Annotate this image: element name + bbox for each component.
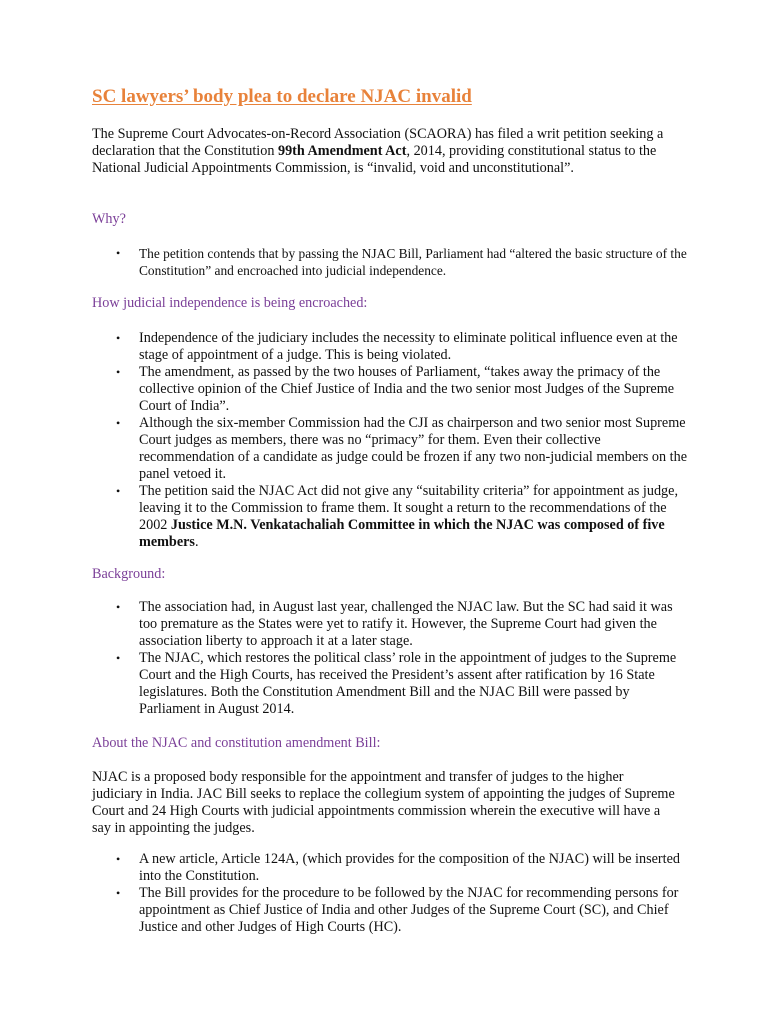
article-title: SC lawyers’ body plea to declare NJAC invalid xyxy=(92,86,472,107)
how-list xyxy=(92,330,692,551)
background-list xyxy=(92,599,692,718)
list-item-text: The NJAC, which restores the political class’ role in the appointment of judges to the Supreme Court and the High Courts, has received the President’s assent after ratification by 16 State legislatures. Both the Constitution Amendment Bill and the NJAC Bill were passed by Parliament in August 2014. xyxy=(139,650,677,717)
list-item xyxy=(92,885,692,936)
intro-text-end: , 2014, providing constitutional status to the National Judicial Appointments Commission, is “invalid, void and unconstitutional”. xyxy=(92,143,657,176)
bullet-icon: • xyxy=(116,331,121,345)
intro-paragraph xyxy=(92,126,676,177)
bullet-icon: • xyxy=(116,246,121,260)
list-item-bold-text: Justice M.N. Venkatachaliah Committee in which the NJAC was composed of five members xyxy=(139,517,665,550)
list-item-text-end: . xyxy=(194,534,199,550)
section-heading-background: Background: xyxy=(92,566,166,582)
bullet-icon: • xyxy=(116,852,121,866)
list-item-text: The Bill provides for the procedure to be followed by the NJAC for recommending persons for appointment as Chief Justice of India and other Judges of the Supreme Court (SC), and Chief Justice and other Judges of High Courts (HC). xyxy=(139,885,679,935)
list-item xyxy=(92,245,692,279)
list-item-text: The petition contends that by passing the NJAC Bill, Parliament had “altered the basic structure of the Constitution” and encroached into judicial independence. xyxy=(139,246,687,278)
bullet-icon: • xyxy=(116,886,121,900)
list-item xyxy=(92,483,692,551)
list-item-text: Independence of the judiciary includes the necessity to eliminate political influence even at the stage of appointment of a judge. This is being violated. xyxy=(139,330,678,363)
bullet-icon: • xyxy=(116,651,121,665)
list-item-text: Although the six-member Commission had the CJI as chairperson and two senior most Supreme Court judges as members, there was no “primacy” for them. Even their collective recommendation of a candidate as judge could be frozen if any two non-judicial members on the panel vetoed it. xyxy=(139,415,687,482)
about-paragraph: NJAC is a proposed body responsible for the appointment and transfer of judges to the higher judiciary in India. JAC Bill seeks to replace the collegium system of appointing the judges of Supreme Court and 24 High Courts with judicial appointments commission wherein the executive will have a say in appointing the judges. xyxy=(92,769,675,836)
list-item xyxy=(92,650,692,718)
why-list xyxy=(92,245,692,279)
list-item xyxy=(92,415,692,483)
list-item-text: The petition said the NJAC Act did not give any “suitability criteria” for appointment as judge, leaving it to the Commission to frame them. It sought a return to the recommendations of the 2002 xyxy=(139,483,678,533)
list-item xyxy=(92,330,692,364)
intro-bold-text: 99th Amendment Act xyxy=(277,143,407,159)
bullet-icon: • xyxy=(116,600,121,614)
list-item-text: A new article, Article 124A, (which provides for the composition of the NJAC) will be inserted into the Constitution. xyxy=(139,851,680,884)
list-item-text: The amendment, as passed by the two houses of Parliament, “takes away the primacy of the collective opinion of the Chief Justice of India and the two senior most Judges of the Supreme Court of India”. xyxy=(139,364,675,414)
list-item xyxy=(92,851,692,885)
bullet-icon: • xyxy=(116,365,121,379)
bullet-icon: • xyxy=(116,416,121,430)
about-list xyxy=(92,851,692,936)
section-heading-why: Why? xyxy=(92,211,126,227)
intro-text: The Supreme Court Advocates-on-Record Association (SCAORA) has filed a writ petition seeking a declaration that the Constitution xyxy=(92,126,664,159)
list-item xyxy=(92,599,692,650)
section-heading-how: How judicial independence is being encroached: xyxy=(92,295,368,311)
list-item xyxy=(92,364,692,415)
list-item-text: The association had, in August last year, challenged the NJAC law. But the SC had said it was too premature as the States were yet to ratify it. However, the Supreme Court had given the association liberty to approach it at a later stage. xyxy=(139,599,673,649)
section-heading-about: About the NJAC and constitution amendment Bill: xyxy=(92,735,381,751)
bullet-icon: • xyxy=(116,484,121,498)
